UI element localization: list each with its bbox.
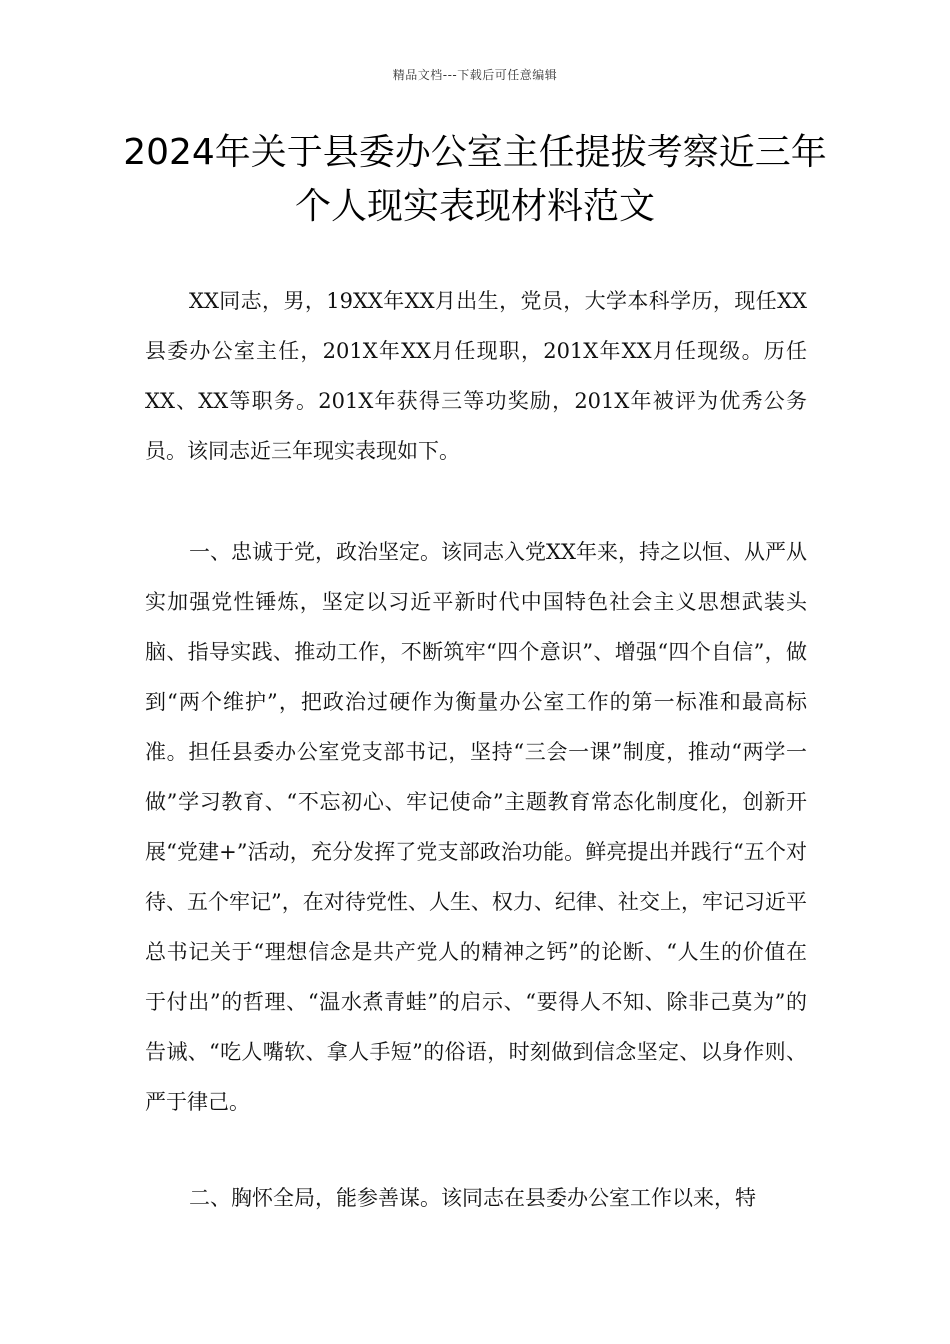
paragraph-section-one: 一、忠诚于党，政治坚定。该同志入党XX年来，持之以恒、从严从实加强党性锤炼，坚定以习近平新时代中国特色社会主义思想武装头脑、指导实践、推动工作，不断筑牢“四个意识”、增强“四个自信”，做到“两个维护”，把政治过硬作为衡量办公室工作的第一标准和最高标准。担任县委办公室党支部书记，坚持“三会一课”制度，推动“两学一做”学习教育、“不忘初心、牢记使命”主题教育常态化制度化，创新开展“党建+”活动，充分发挥了党支部政治功能。鲜亮提出并践行“五个对待、五个牢记”，在对待党性、人生、权力、纪律、社交上，牢记习近平总书记关于“理想信念是共产党人的精神之钙”的论断、“人生的价值在于付出”的哲理、“温水煮青蛙”的启示、“要得人不知、除非己莫为”的告诫、“吃人嘴软、拿人手短”的俗语，时刻做到信念坚定、以身作则、严于律己。 xyxy=(145,540,807,1114)
paragraph-section-two: 二、胸怀全局，能参善谋。该同志在县委办公室工作以来，特 xyxy=(189,1186,756,1210)
header-note: 精品文档---下载后可任意编辑 xyxy=(392,68,558,82)
document-title: 2024年关于县委办公室主任提拔考察近三年个人现实表现材料范文 xyxy=(123,132,827,227)
paragraph-intro: XX同志，男，19XX年XX月出生，党员，大学本科学历，现任XX县委办公室主任，201X年XX月任现职，201X年XX月任现级。历任XX、XX等职务。201X年获得三等功奖励，201X年被评为优秀公务员。该同志近三年现实表现如下。 xyxy=(145,289,807,463)
